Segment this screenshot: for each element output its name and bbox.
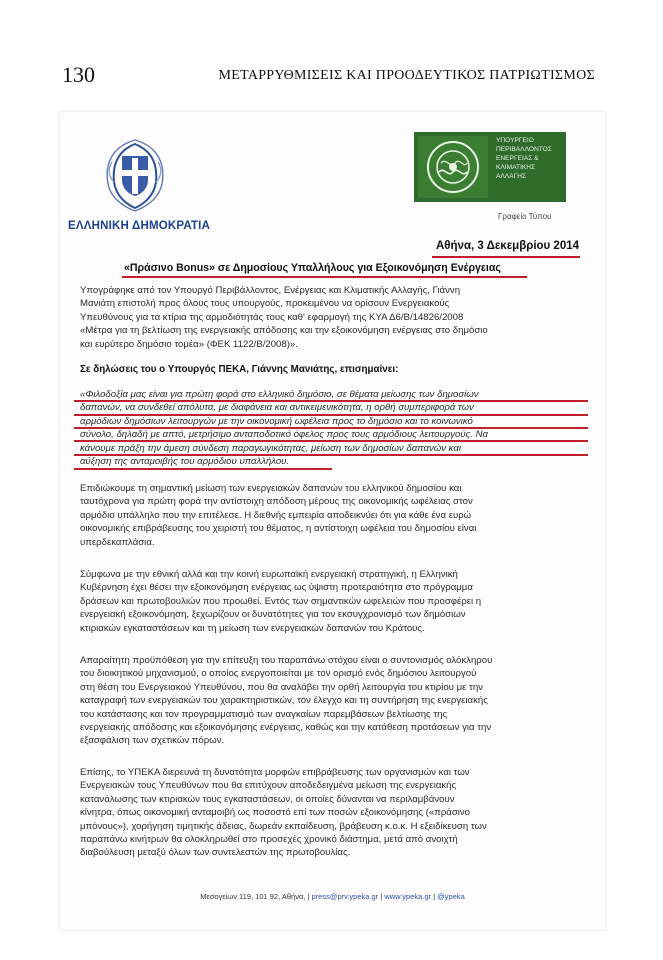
text-line: κτιριακών εγκαταστάσεων και τη μείωση των ενεργειακών δαπανών του Κράτους. [80, 622, 425, 634]
ministry-line: ΠΕΡΙΒΑΛΛΟΝΤΟΣ [496, 146, 552, 153]
paragraph-3 [80, 568, 588, 635]
highlight-underline [432, 256, 580, 258]
text-line: Υπευθύνους για τα κτίρια της αρμοδιότητάς τους καθ' εφαρμογή της ΚΥΑ Δ6/Β/14826/2008 [80, 311, 464, 323]
greek-coat-of-arms-icon [100, 132, 170, 212]
text-line: σύνολο, δηλαδή με απτό, μετρήσιμο ανταποδοτικό όφελος προς τους αρμόδιους λειτουργούς. Να [80, 429, 489, 441]
paragraph-5 [80, 766, 588, 860]
ministry-line: ΕΝΕΡΓΕΙΑΣ & [496, 155, 539, 162]
subheading: Σε δηλώσεις του ο Υπουργός ΠΕΚΑ, Γιάννης Μανιάτης, επισημαίνει: [80, 364, 399, 375]
press-office-label: Γραφείο Τύπου [498, 212, 552, 221]
highlight-underline [122, 276, 527, 278]
text-line: και ευρύτερο δημόσιο τομέα» (ΦΕΚ 1122/Β/2008)». [80, 338, 298, 350]
paragraph-4 [80, 654, 588, 748]
text-line: Ενεργειακών τους Υπευθύνων που θα επιτύχουν αποδεδειγμένα μείωση της ενεργειακής [80, 780, 457, 792]
highlight-underline [74, 440, 588, 442]
text-line: ταυτόχρονα για πρώτη φορά την αντίστοιχη απόδοση μέρους της οικονομικής ωφέλειας στον [80, 496, 473, 508]
footer-social-handle[interactable]: @ypeka [437, 892, 465, 901]
footer-website-link[interactable]: www.ypeka.gr [384, 892, 432, 901]
text-line: μπόνους»), χορήγηση τιμητικής άδειας, δωρεάν εκπαίδευση, βράβευση κ.ο.κ. Η εξειδίκευση των [80, 820, 487, 832]
highlight-underline [74, 454, 588, 456]
text-line: Υπογράφηκε από τον Υπουργό Περιβάλλοντος, Ενέργειας και Κλιματικής Αλλαγής, Γιάννη [80, 285, 461, 296]
highlight-underline [74, 468, 332, 470]
emblem-caption: ΕΛΛΗΝΙΚΗ ΔΗΜΟΚΡΑΤΙΑ [68, 220, 211, 232]
press-release-scan [60, 112, 605, 930]
highlight-underline [74, 400, 588, 402]
text-line: κάνουμε πράξη την άμεση σύνδεση παραγωγικότητας, μείωση των δημοσίων δαπανών και [80, 442, 461, 454]
ministry-line: ΑΛΛΑΓΗΣ [496, 173, 527, 180]
ministry-line: ΚΛΙΜΑΤΙΚΗΣ [496, 164, 536, 171]
paragraph-2 [80, 482, 588, 549]
footer-address: Μεσογείων 119, 101 92, Αθήνα, | [200, 892, 310, 901]
footer-separator: | [380, 892, 383, 901]
text-line: ενεργειακή εξοικονόμηση, ξεχωρίζουν οι δυνατότητες για τον εκσυγχρονισμό των δημόσιων [80, 609, 466, 621]
text-line: Επιδιώκουμε τη σημαντική μείωση των ενεργειακών δαπανών του ελληνικού δημοσίου και [80, 483, 462, 494]
text-line: ενεργειακής απόδοσης και εξοικονόμησης ενέργειας, καθώς και την κατάθεση προτάσεων για την [80, 722, 492, 734]
text-line: εξασφάλιση των σχετικών πόρων. [80, 735, 225, 747]
text-line: Μανιάτη επιστολή προς όλους τους υπουργούς, προκειμένου να ορίσουν Ενεργειακούς [80, 298, 450, 310]
running-head: ΜΕΤΑΡΡΥΘΜΙΣΕΙΣ ΚΑΙ ΠΡΟΟΔΕΥΤΙΚΟΣ ΠΑΤΡΙΩΤΙΣΜΟΣ [218, 68, 595, 83]
paragraph-1 [80, 284, 588, 351]
dateline: Αθήνα, 3 Δεκεμβρίου 2014 [436, 240, 580, 252]
text-line: στη θέση του Ενεργειακού Υπευθύνου, που θα αναλάβει την ορθή λειτουργία του κτιρίου με την [80, 681, 483, 693]
text-line: διαβούλευση μεταξύ όλων των συντελεστών της πρωτοβουλίας. [80, 847, 351, 859]
text-line: Επίσης, το ΥΠΕΚΑ διερευνά τη δυνατότητα μορφών επιβράβευσης των οργανισμών και των [80, 767, 470, 778]
text-line: κίνητρα, όπως οικονομική ανταμοιβή ως ποσοστό επί των ποσών εξοικονόμησης («πράσινο [80, 807, 471, 819]
footer-separator: | [433, 892, 436, 901]
text-line: αρμόδιο υπάλληλο που την επιτέλεσε. Η διεθνής εμπειρία αποδεικνύει ότι για κάθε ένα ευρώ [80, 509, 472, 521]
highlight-underline [74, 414, 588, 416]
text-line: Κυβέρνηση έχει θέσει την εξοικονόμηση ενέργειας ως ύψιστη προτεραιότητα στο πρόγραμμα [80, 582, 473, 594]
footer-email-link[interactable]: press@prv.ypeka.gr [311, 892, 379, 901]
page-number: 130 [62, 62, 95, 87]
text-line: οικονομικής επιβράβευσης του χειριστή του θέματος, η αντίστοιχη ωφέλεια του δημοσίου είναι [80, 523, 477, 535]
text-line: Απαραίτητη προϋπόθεση για την επίτευξη του παραπάνω στόχου είναι ο συντονισμός ολόκληρου [80, 655, 493, 666]
text-line: δράσεων και πρωτοβουλιών που προωθεί. Εντός των σημαντικών ωφελειών που προσφέρει η [80, 595, 482, 607]
contact-footer [60, 892, 605, 901]
highlight-underline [74, 427, 588, 429]
press-release-title: «Πράσινο Bonus» σε Δημοσίους Υπαλλήλους για Εξοικονόμηση Ενέργειας [124, 262, 501, 274]
text-line: αρμόδιων δημόσιων λειτουργών με την οικονομική ωφέλεια προς το δημόσιο και το κοινωνικό [80, 415, 473, 427]
text-line: αύξηση της ανταμοιβής του αρμόδιου υπαλλήλου. [80, 456, 290, 468]
text-line: δαπανών, να συνδεθεί απόλυτα, με διαφάνεια και αντικειμενικότητα, η ορθή συμπεριφορά των [80, 402, 474, 414]
text-line: καταγραφή των ενεργειακών του χαρακτηριστικών, τον έλεγχο και τη συντήρηση της ενεργειακής [80, 695, 488, 707]
text-line: του κατάστασης και τον προγραμματισμό των αναγκαίων παρεμβάσεων βελτίωσης της [80, 708, 448, 720]
text-line: «Μέτρα για τη βελτίωση της ενεργειακής απόδοσης και την εξοικονόμηση ενέργειας στο δημόσιο [80, 325, 488, 337]
text-line: υπερδεκαπλάσια. [80, 536, 155, 548]
ministry-name [496, 136, 566, 181]
ministry-line: ΥΠΟΥΡΓΕΙΟ [496, 137, 534, 144]
text-line: κατανάλωσης των κτιριακών τους εγκαταστάσεων, οι οποίες δύνανται να περιλαμβάνουν [80, 793, 455, 805]
text-line: Σύμφωνα με την εθνική αλλά και την κοινή ευρωπαϊκή ενεργειακή στρατηγική, η Ελληνική [80, 569, 458, 580]
text-line: «Φιλοδοξία μας είναι για πρώτη φορά στο ελληνικό δημόσιο, σε θέματα μείωσης των δημοσίων [80, 389, 479, 400]
text-line: του διοικητικού μηχανισμού, ο οποίος ενεργοποιείται με τον ορισμό ενός δημόσιου λειτουργού [80, 668, 477, 680]
text-line: παραπάνω κινήτρων θα ολοκληρωθεί στο προσεχές χρονικό διάστημα, μετά από ανοιχτή [80, 834, 458, 846]
